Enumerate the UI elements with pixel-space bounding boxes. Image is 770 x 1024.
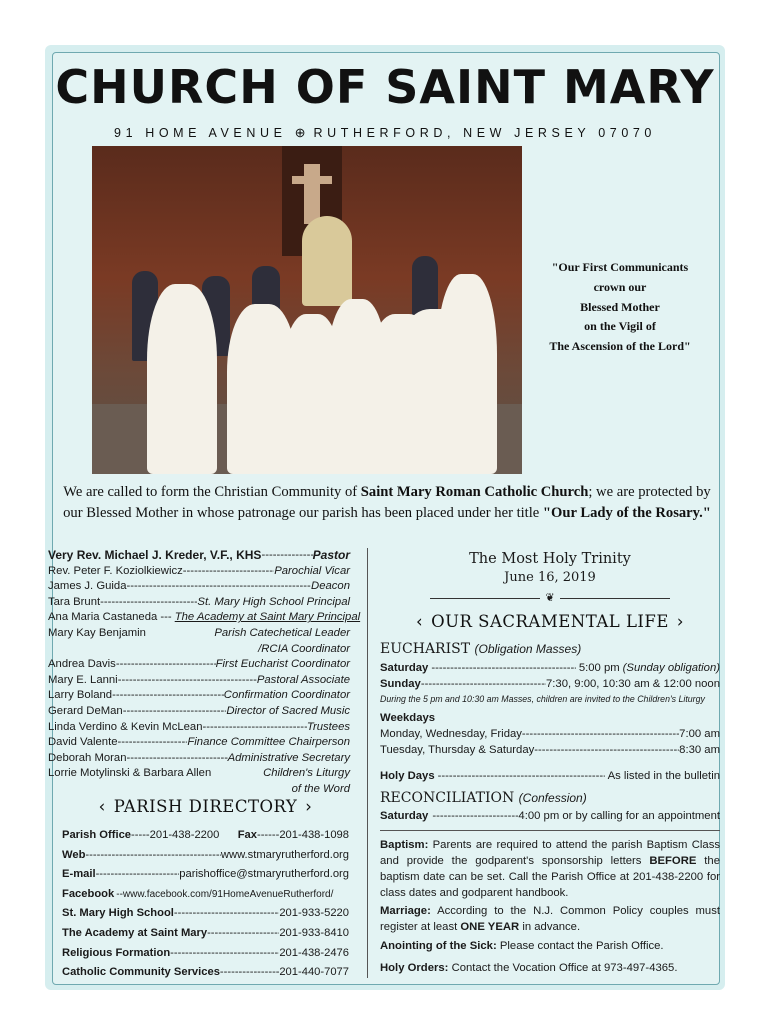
- children-liturgy-note: During the 5 pm and 10:30 am Masses, children are invited to the Children's Liturgy: [380, 694, 705, 704]
- photo-caption: "Our First Communicants crown our Blessed Mother on the Vigil of The Ascension of the Lord": [549, 260, 691, 354]
- mission-statement: We are called to form the Christian Community of Saint Mary Roman Catholic Church; we are protected by our Blessed Mother in whose patronage our parish has been placed under her title "Our Lady of the Rosary.": [63, 484, 711, 521]
- marriage-info: Marriage: According to the N.J. Common Policy couples must register at least ONE YEAR in advance.: [380, 905, 720, 933]
- staff-row: Tara Brunt ----- St. Mary High School Principal: [48, 595, 350, 611]
- staff-row: Ana Maria Castaneda --- The Academy at Saint Mary Principal: [48, 611, 361, 624]
- mass-weekday-2: Tuesday, Thursday & Saturday ----- 8:30 am: [380, 742, 720, 758]
- directory-row: Parish Office ----- 201-438-2200 Fax ------ 201-438-1098: [62, 829, 349, 841]
- anointing-info: Anointing of the Sick: Please contact the Parish Office.: [380, 940, 664, 952]
- address-street: 91 HOME AVENUE: [114, 126, 287, 140]
- directory-row: The Academy at Saint Mary ----- 201-933-8410: [62, 924, 349, 944]
- staff-row: Mary E. Lanni ----- Pastoral Associate: [48, 673, 350, 689]
- reconciliation-section: [380, 790, 720, 831]
- column-divider: [367, 548, 368, 978]
- staff-row: of the Word: [291, 782, 350, 795]
- eucharist-heading: EUCHARIST (Obligation Masses): [380, 641, 582, 657]
- mass-sunday: Sunday ----- 7:30, 9:00, 10:30 am & 12:00 noon: [380, 676, 720, 692]
- staff-row: Lorrie Motylinski & Barbara Allen Children's Liturgy: [48, 767, 350, 780]
- staff-row: /RCIA Coordinator: [258, 642, 350, 655]
- staff-row: Andrea Davis ----- First Eucharist Coordinator: [48, 657, 350, 673]
- eucharist-section: [380, 641, 720, 706]
- staff-row: Linda Verdino & Kevin McLean ----- Trustees: [48, 720, 350, 736]
- staff-row: Larry Boland ----- Confirmation Coordinator: [48, 688, 350, 704]
- first-communicants-photo: [92, 146, 522, 474]
- staff-row: Gerard DeMan ----- Director of Sacred Music: [48, 704, 350, 720]
- staff-list: [48, 548, 361, 798]
- chevron-right-icon: ›: [676, 612, 685, 631]
- directory-row: St. Mary High School ----- 201-933-5220: [62, 904, 349, 924]
- confession-saturday: Saturday ----- 4:00 pm or by calling for an appointment: [380, 808, 720, 824]
- mass-weekday-1: Monday, Wednesday, Friday ----- 7:00 am: [380, 726, 720, 742]
- chevron-left-icon: ‹: [415, 612, 424, 631]
- directory-row: Web ----- www.stmaryrutherford.org: [62, 846, 349, 866]
- holy-orders-info: Holy Orders: Contact the Vocation Office at 973-497-4365.: [380, 962, 678, 974]
- ornament-icon: ❦: [540, 592, 560, 604]
- staff-row: David Valente ----- Finance Committee Chairperson: [48, 735, 350, 751]
- reconciliation-heading: RECONCILIATION (Confession): [380, 790, 587, 806]
- address-city: RUTHERFORD, NEW JERSEY 07070: [313, 126, 656, 140]
- directory-row: Catholic Community Services ----- 201-440-7077: [62, 963, 349, 983]
- church-title: CHURCH OF SAINT MARY: [55, 60, 715, 114]
- directory-row: E-mail ----- parishoffice@stmaryrutherford.org: [62, 865, 349, 885]
- weekday-section: Weekdays Monday, Wednesday, Friday ----- 7:00 am Tuesday, Thursday & Saturday ----- 8:30 am Holy Days ----- As listed in the bulletin: [380, 710, 720, 784]
- directory-row: Facebook --www.facebook.com/91HomeAvenueRutherford/: [62, 887, 334, 900]
- feast-date: June 16, 2019: [504, 570, 596, 585]
- directory-row: Religious Formation ----- 201-438-2476: [62, 944, 349, 964]
- baptism-info: Baptism: Parents are required to attend the parish Baptism Class and provide the godparent's sponsorship letters BEFORE the baptism date can be set. Call the Parish Office at 201-438-2200 for class dates and godparent handbook.: [380, 839, 720, 899]
- cross-icon: ⊕: [294, 125, 306, 140]
- staff-row: Rev. Peter F. Koziolkiewicz ----- Parochial Vicar: [48, 564, 350, 580]
- feast-title: The Most Holy Trinity June 16, 2019: [380, 551, 720, 585]
- church-address: [0, 125, 770, 141]
- staff-row: James J. Guida ----- Deacon: [48, 579, 350, 595]
- holy-days: Holy Days ----- As listed in the bulletin: [380, 768, 720, 784]
- section-divider: [380, 830, 720, 831]
- parish-directory-heading: ‹ PARISH DIRECTORY ›: [98, 797, 313, 816]
- mass-saturday: Saturday ----- 5:00 pm (Sunday obligation): [380, 660, 720, 676]
- parish-directory: [62, 826, 349, 983]
- staff-row: Deborah Moran ----- Administrative Secretary: [48, 751, 350, 767]
- chevron-right-icon: ›: [305, 797, 313, 816]
- pastor-row: Very Rev. Michael J. Kreder, V.F., KHS ----- Pastor: [48, 548, 350, 564]
- sacramental-life-heading: ‹ OUR SACRAMENTAL LIFE ›: [415, 612, 685, 631]
- chevron-left-icon: ‹: [98, 797, 106, 816]
- staff-row: Mary Kay Benjamin Parish Catechetical Leader: [48, 626, 350, 639]
